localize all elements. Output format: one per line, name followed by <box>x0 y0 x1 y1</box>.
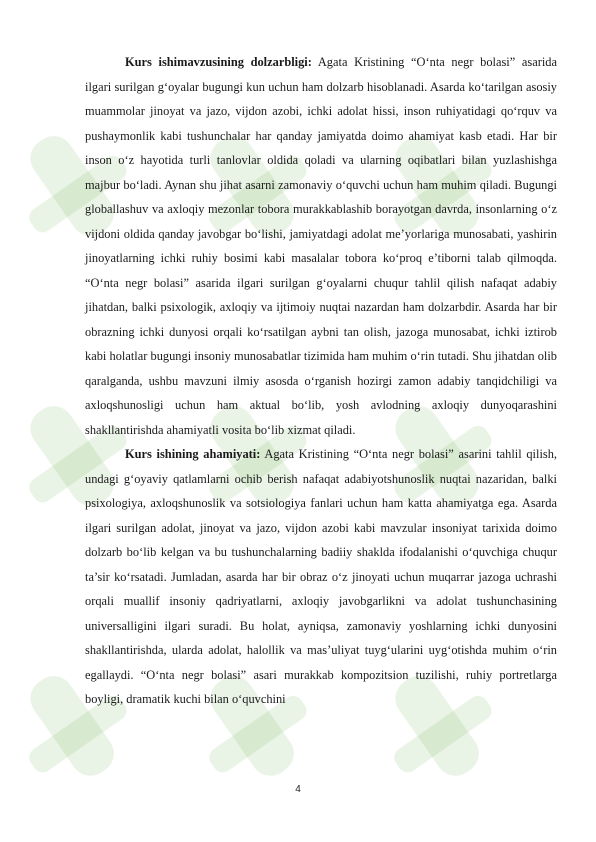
page-body <box>85 50 557 712</box>
paragraph-heading: Kurs ishining ahamiyati: <box>125 447 261 461</box>
paragraph-text: Agata Kristining “O‘nta negr bolasi” asarini tahlil qilish, undagi g‘oyaviy qatlamlarni ochib berish nafaqat adabiyotshunoslik nuqtai nazaridan, balki psixologiya, axloqshunoslik va sotsiologiya fanlari uchun ham katta ahamiyatga ega. Asarda ilgari surilgan adolat, jinoyat va jazo, vijdon azobi kabi mavzular insoniyat tarixida doimo dolzarb bo‘lib kelgan va bu tushunchalarning badiiy shaklda ifodalanishi o‘quvchiga chuqur ta’sir ko‘rsatadi. Jumladan, asarda har bir obraz o‘z jinoyati uchun muqarrar jazoga uchrashi orqali muallif insoniy qadriyatlarni, axloqiy javobgarlikni va adolat tushunchasining universalligini ilgari suradi. Bu holat, ayniqsa, zamonaviy yoshlarning ichki dunyosini shakllantirishda, ularda adolat, halollik va mas’uliyat tuyg‘ularini uyg‘otishda muhim o‘rin egallaydi. “O‘nta negr bolasi” asari murakkab kompozitsion tuzilishi, ruhiy portretlarga boyligi, dramatik kuchi bilan o‘quvchini <box>85 447 558 706</box>
paragraph-relevance <box>85 50 557 442</box>
paragraph-heading: Kurs ishimavzusining dolzarbligi: <box>125 55 312 69</box>
page-number: 4 <box>295 784 301 795</box>
paragraph-significance <box>85 442 557 712</box>
paragraph-text: Agata Kristining “O‘nta negr bolasi” asarida ilgari surilgan g‘oyalar bugungi kun uchun ham dolzarb hisoblanadi. Asarda ko‘tarilgan asosiy muammolar jinoyat va jazo, vijdon azobi, ichki adolat hissi, inson ruhiyatidagi qo‘rquv va pushaymonlik kabi tushunchalar har qanday jamiyatda doimo ahamiyat kasb etadi. Har bir inson o‘z hayotida turli tanlovlar oldida qoladi va ularning oqibatlari bilan yuzlashishga majbur bo‘ladi. Aynan shu jihat asarni zamonaviy o‘quvchi uchun ham muhim qiladi. Bugungi globallashuv va axloqiy mezonlar tobora murakkablashib borayotgan davrda, insonlarning o‘z vijdoni oldida qanday javobgar bo‘lishi, jamiyatdagi adolat me’yorlariga munosabati, yashirin jinoyatlarning ichki ruhiy bosimi kabi masalalar tobora ko‘proq e’tiborni talab qilmoqda. “O‘nta negr bolasi” asarida ilgari surilgan g‘oyalarni chuqur tahlil qilish nafaqat adabiy jihatdan, balki psixologik, axloqiy va ijtimoiy nuqtai nazardan ham dolzarbdir. Asarda har bir obrazning ichki dunyosi orqali ko‘rsatilgan aybni tan olish, jazoga munosabat, ichki iztirob kabi holatlar bugungi insoniy munosabatlar tizimida ham muhim o‘rin tutadi. Shu jihatdan olib qaralganda, ushbu mavzuni ilmiy asosda o‘rganish hozirgi zamon adabiy tanqidchiligi va axloqshunosligi uchun ham aktual bo‘lib, yosh avlodning axloqiy dunyoqarashini shakllantirishda ahamiyatli vosita bo‘lib xizmat qiladi. <box>85 55 557 437</box>
